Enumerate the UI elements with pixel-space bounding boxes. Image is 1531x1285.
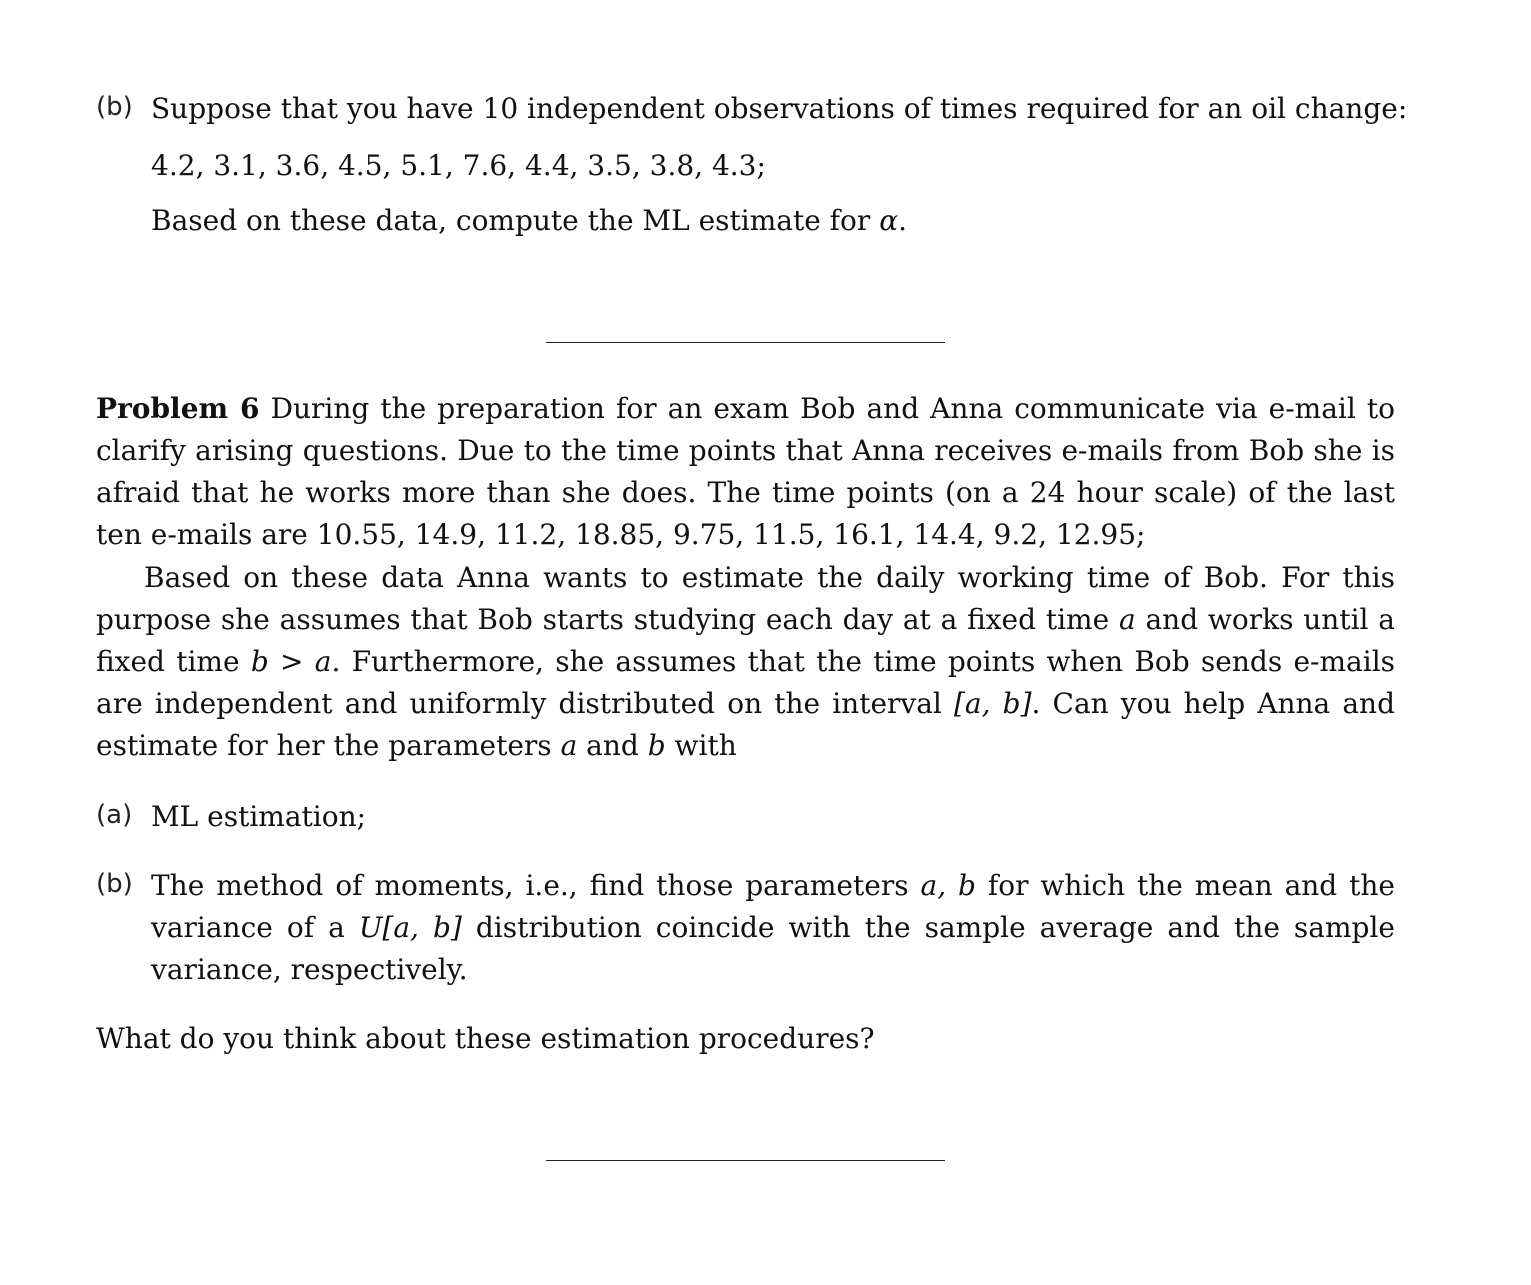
symbol-a: a (1118, 603, 1136, 636)
closing-question-text: What do you think about these estimation procedures? (96, 1022, 875, 1055)
section-divider-bottom (546, 1160, 945, 1161)
item-a (151, 796, 1395, 838)
part-b-text (151, 88, 1408, 130)
and-text: and (577, 729, 648, 762)
symbol-b-2: b (647, 729, 666, 762)
with-text: with (665, 729, 737, 762)
problem-6-intro-text: During the preparation for an exam Bob and Anna communicate via e-mail to clarify arising questions. Due to the time points that Anna receives e-mails from Bob she is afraid that he works more than she does. The time points (on a 24 hour scale) of the last ten e-mails are 10.55, 14.9, 11.2, 18.85, 9.75, 11.5, 16.1, 14.4, 9.2, 12.95; (96, 392, 1395, 551)
greater-than: > (268, 645, 315, 678)
item-b-text-3: distribution coincide with the sample average and the sample variance, respectively. (151, 911, 1395, 986)
problem-6-heading: Problem 6 (96, 392, 260, 425)
section-divider-top (546, 342, 945, 343)
ml-instruction (151, 200, 1395, 242)
item-b (151, 865, 1395, 991)
assumption-text-4: . Can you help Anna and estimate for her the parameters (96, 687, 1396, 762)
oil-change-values: 4.2, 3.1, 3.6, 4.5, 5.1, 7.6, 4.4, 3.5, 3.8, 4.3; (151, 149, 766, 182)
part-b-label: (b) (96, 92, 133, 122)
item-b-label: (b) (96, 869, 133, 899)
problem-6-assumptions (96, 557, 1395, 767)
assumption-text-3: . Furthermore, she assumes that the time points when Bob sends e-mails are independent and uniformly distributed on the interval (96, 645, 1396, 720)
symbol-a-2: a (314, 645, 332, 678)
oil-change-data (151, 145, 1395, 187)
alpha-symbol: α (879, 204, 899, 237)
uniform-dist: U[a, b] (358, 911, 462, 944)
period: . (898, 204, 908, 237)
assumption-text-1: Based on these data Anna wants to estimate the daily working time of Bob. For this purpose she assumes that Bob starts studying each day at a fixed time (96, 561, 1395, 636)
symbol-b: b (250, 645, 269, 678)
item-b-text-1: The method of moments, i.e., find those parameters (151, 869, 921, 902)
item-a-label: (a) (96, 800, 133, 830)
part-b-question: Suppose that you have 10 independent observations of times required for an oil change: (151, 92, 1408, 125)
ml-instruction-text: Based on these data, compute the ML estimate for (151, 204, 880, 237)
item-b-text-2: for which the mean and the variance of a (151, 869, 1396, 944)
interval-ab: [a, b] (954, 687, 1032, 720)
problem-6-intro (96, 388, 1395, 556)
item-a-text: ML estimation; (151, 800, 367, 833)
params-ab: a, b (920, 869, 976, 902)
assumption-text-2: and works until a fixed time (96, 603, 1395, 678)
symbol-a-3: a (560, 729, 578, 762)
closing-question (96, 1018, 1395, 1060)
